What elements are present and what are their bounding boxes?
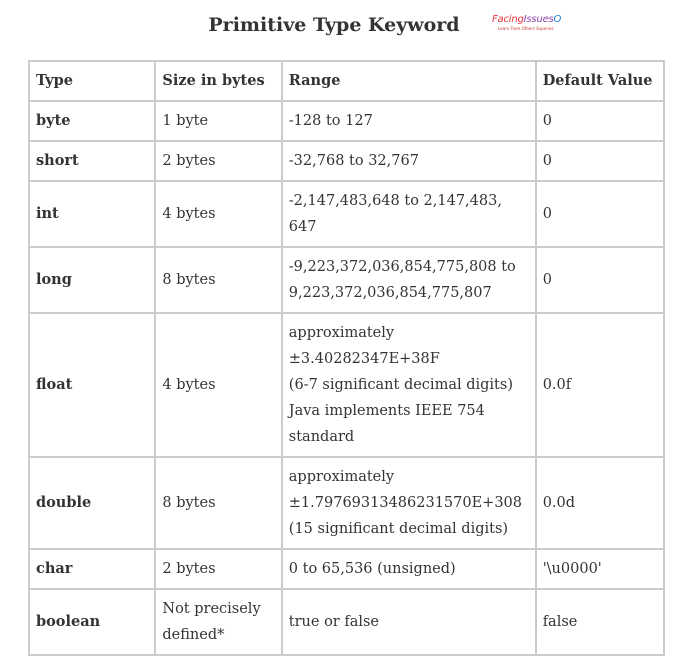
type-cell: double xyxy=(29,457,155,549)
size-cell: 8 bytes xyxy=(155,457,281,549)
size-cell: 8 bytes xyxy=(155,247,281,313)
facingissues-logo xyxy=(492,14,572,40)
header-type: Type xyxy=(29,61,155,101)
range-cell: -2,147,483,648 to 2,147,483, 647 xyxy=(282,181,536,247)
table-header-row xyxy=(29,61,664,101)
table-row xyxy=(29,101,664,141)
default-cell: 0 xyxy=(536,101,664,141)
size-cell: Not precisely defined* xyxy=(155,589,281,655)
size-cell: 4 bytes xyxy=(155,313,281,457)
table-row xyxy=(29,589,664,655)
default-cell: 0 xyxy=(536,141,664,181)
default-cell: false xyxy=(536,589,664,655)
range-cell: 0 to 65,536 (unsigned) xyxy=(282,549,536,589)
page-title: Primitive Type Keyword xyxy=(208,14,460,36)
type-cell: char xyxy=(29,549,155,589)
type-cell: byte xyxy=(29,101,155,141)
logo-wordmark: FacingIssuesO xyxy=(492,14,562,25)
default-cell: 0.0d xyxy=(536,457,664,549)
type-cell: long xyxy=(29,247,155,313)
table-row xyxy=(29,313,664,457)
logo-tagline: Learn From Others Experies xyxy=(498,26,554,31)
size-cell: 1 byte xyxy=(155,101,281,141)
range-cell: approximately ±3.40282347E+38F (6-7 significant decimal digits) Java implements IEEE 754 standard xyxy=(282,313,536,457)
range-cell: -32,768 to 32,767 xyxy=(282,141,536,181)
default-cell: '\u0000' xyxy=(536,549,664,589)
header-size: Size in bytes xyxy=(155,61,281,101)
size-cell: 2 bytes xyxy=(155,549,281,589)
table-row xyxy=(29,141,664,181)
range-cell: -128 to 127 xyxy=(282,101,536,141)
header-range: Range xyxy=(282,61,536,101)
range-cell: -9,223,372,036,854,775,808 to 9,223,372,036,854,775,807 xyxy=(282,247,536,313)
size-cell: 4 bytes xyxy=(155,181,281,247)
table-row xyxy=(29,457,664,549)
default-cell: 0 xyxy=(536,181,664,247)
type-cell: int xyxy=(29,181,155,247)
type-cell: short xyxy=(29,141,155,181)
type-cell: float xyxy=(29,313,155,457)
type-cell: boolean xyxy=(29,589,155,655)
primitive-types-table xyxy=(28,60,665,656)
table-row xyxy=(29,181,664,247)
table-row xyxy=(29,247,664,313)
table-row xyxy=(29,549,664,589)
default-cell: 0 xyxy=(536,247,664,313)
default-cell: 0.0f xyxy=(536,313,664,457)
range-cell: approximately ±1.79769313486231570E+308 (15 significant decimal digits) xyxy=(282,457,536,549)
header-default-value: Default Value xyxy=(536,61,664,101)
range-cell: true or false xyxy=(282,589,536,655)
size-cell: 2 bytes xyxy=(155,141,281,181)
